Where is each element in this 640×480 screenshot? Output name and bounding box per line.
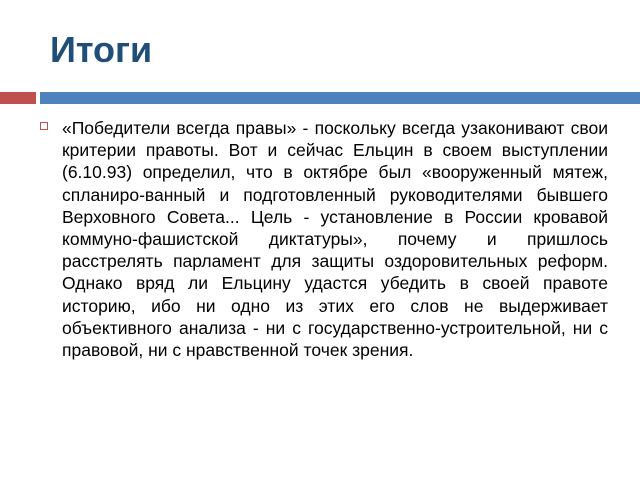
title-accent-bar (0, 92, 36, 104)
bullet-paragraph: «Победители всегда правы» - поскольку всегда узаконивают свои критерии правоты. Вот и сейчас Ельцин в своем выступлении (6.10.93) определил, что в октябре был «вооруженный мятеж, спланиро-ванный и подготовленный руководителями бывшего Верховного Совета... Цель - установление в России кровавой коммуно-фашистской диктатуры», почему и пришлось расстрелять парламент для защиты оздоровительных реформ. Однако вряд ли Ельцину удастся убедить в своей правоте историю, ибо ни одно из этих его слов не выдерживает объективного анализа - ни с государственно-устроительной, ни с правовой, ни с нравственной точек зрения. (62, 118, 608, 361)
slide-title: Итоги (50, 29, 153, 70)
title-divider-bar (40, 92, 640, 104)
square-outline-bullet-icon (40, 122, 48, 130)
